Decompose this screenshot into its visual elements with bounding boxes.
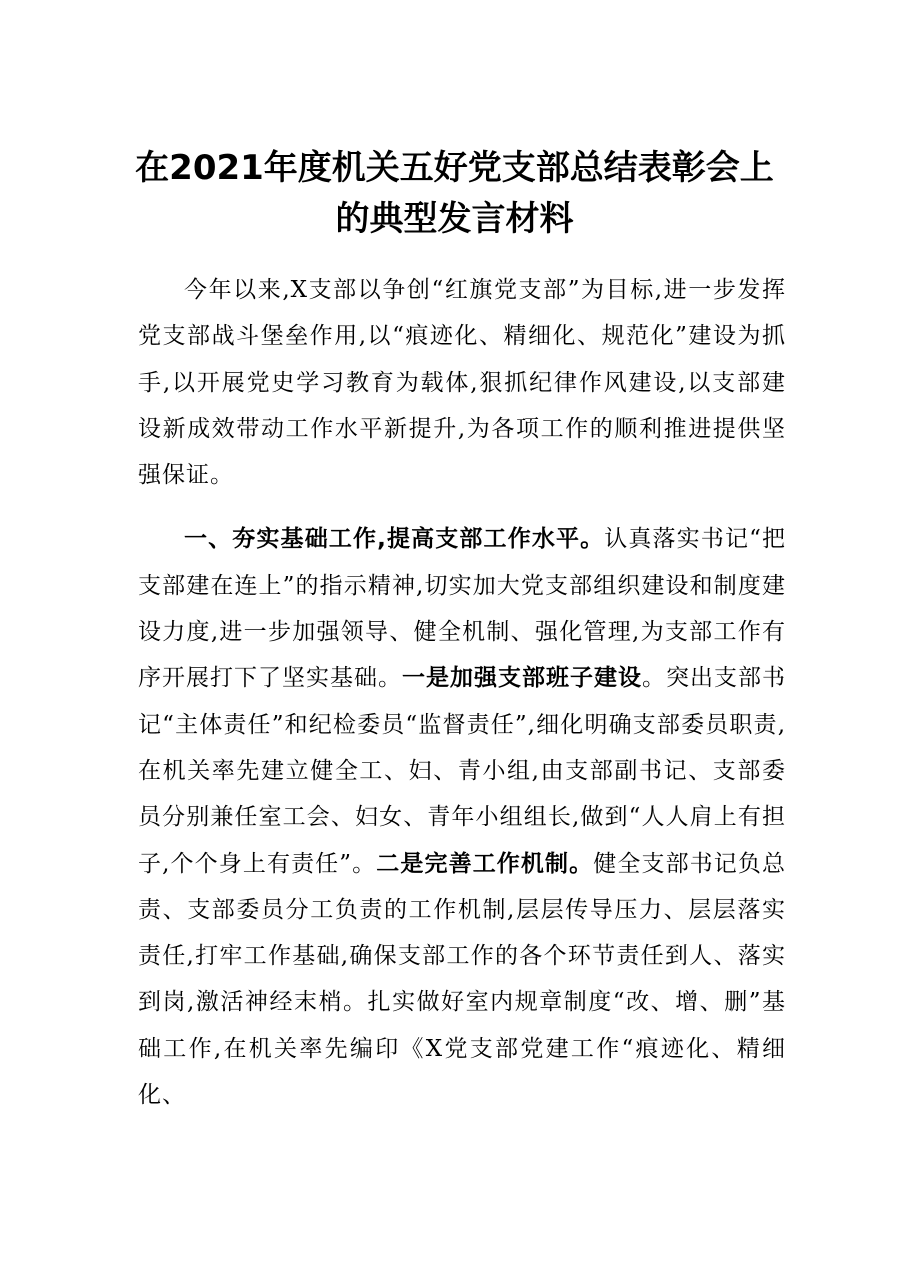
subpoint-2-text: 健全支部书记负总责、支部委员分工负责的工作机制,层层传导压力、层层落实责任,打牢工作基础,确保支部工作的各个环节责任到人、落实到岗,激活神经末梢。扎实做好室内规章制度“改、增、删”基础工作,在机关率先编印《X党支部党建工作“痕迹化、精细化、	[138, 850, 787, 1109]
document-body	[138, 267, 786, 1118]
subpoint-1-text: 。突出支部书记“主体责任”和纪检委员“监督责任”,细化明确支部委员职责,在机关率先建立健全工、妇、青小组,由支部副书记、支部委员分别兼任室工会、妇女、青年小组组长,做到“人人肩上有担子,个个身上有责任”。	[138, 665, 786, 877]
subpoint-1-heading: 一是加强支部班子建设	[402, 665, 642, 692]
document-title	[0, 143, 909, 245]
section-1-text: 认真落实书记“把支部建在连上”的指示精神,切实加大党支部组织建设和制度建设力度,进一步加强领导、健全机制、强化管理,为支部工作有序开展打下了坚实基础。	[138, 526, 786, 692]
title-line-2: 的典型发言材料	[335, 199, 574, 239]
intro-paragraph: 今年以来,X支部以争创“红旗党支部”为目标,进一步发挥党支部战斗堡垒作用,以“痕迹化、精细化、规范化”建设为抓手,以开展党史学习教育为载体,狠抓纪律作风建设,以支部建设新成效带动工作水平新提升,为各项工作的顺利推进提供坚强保证。	[138, 277, 786, 489]
subpoint-2-heading: 二是完善工作机制。	[376, 850, 594, 877]
section-1-heading: 一、夯实基础工作,提高支部工作水平。	[184, 526, 605, 553]
section-1-paragraph	[138, 516, 786, 1118]
title-line-1: 在2021年度机关五好党支部总结表彰会上	[135, 148, 774, 188]
